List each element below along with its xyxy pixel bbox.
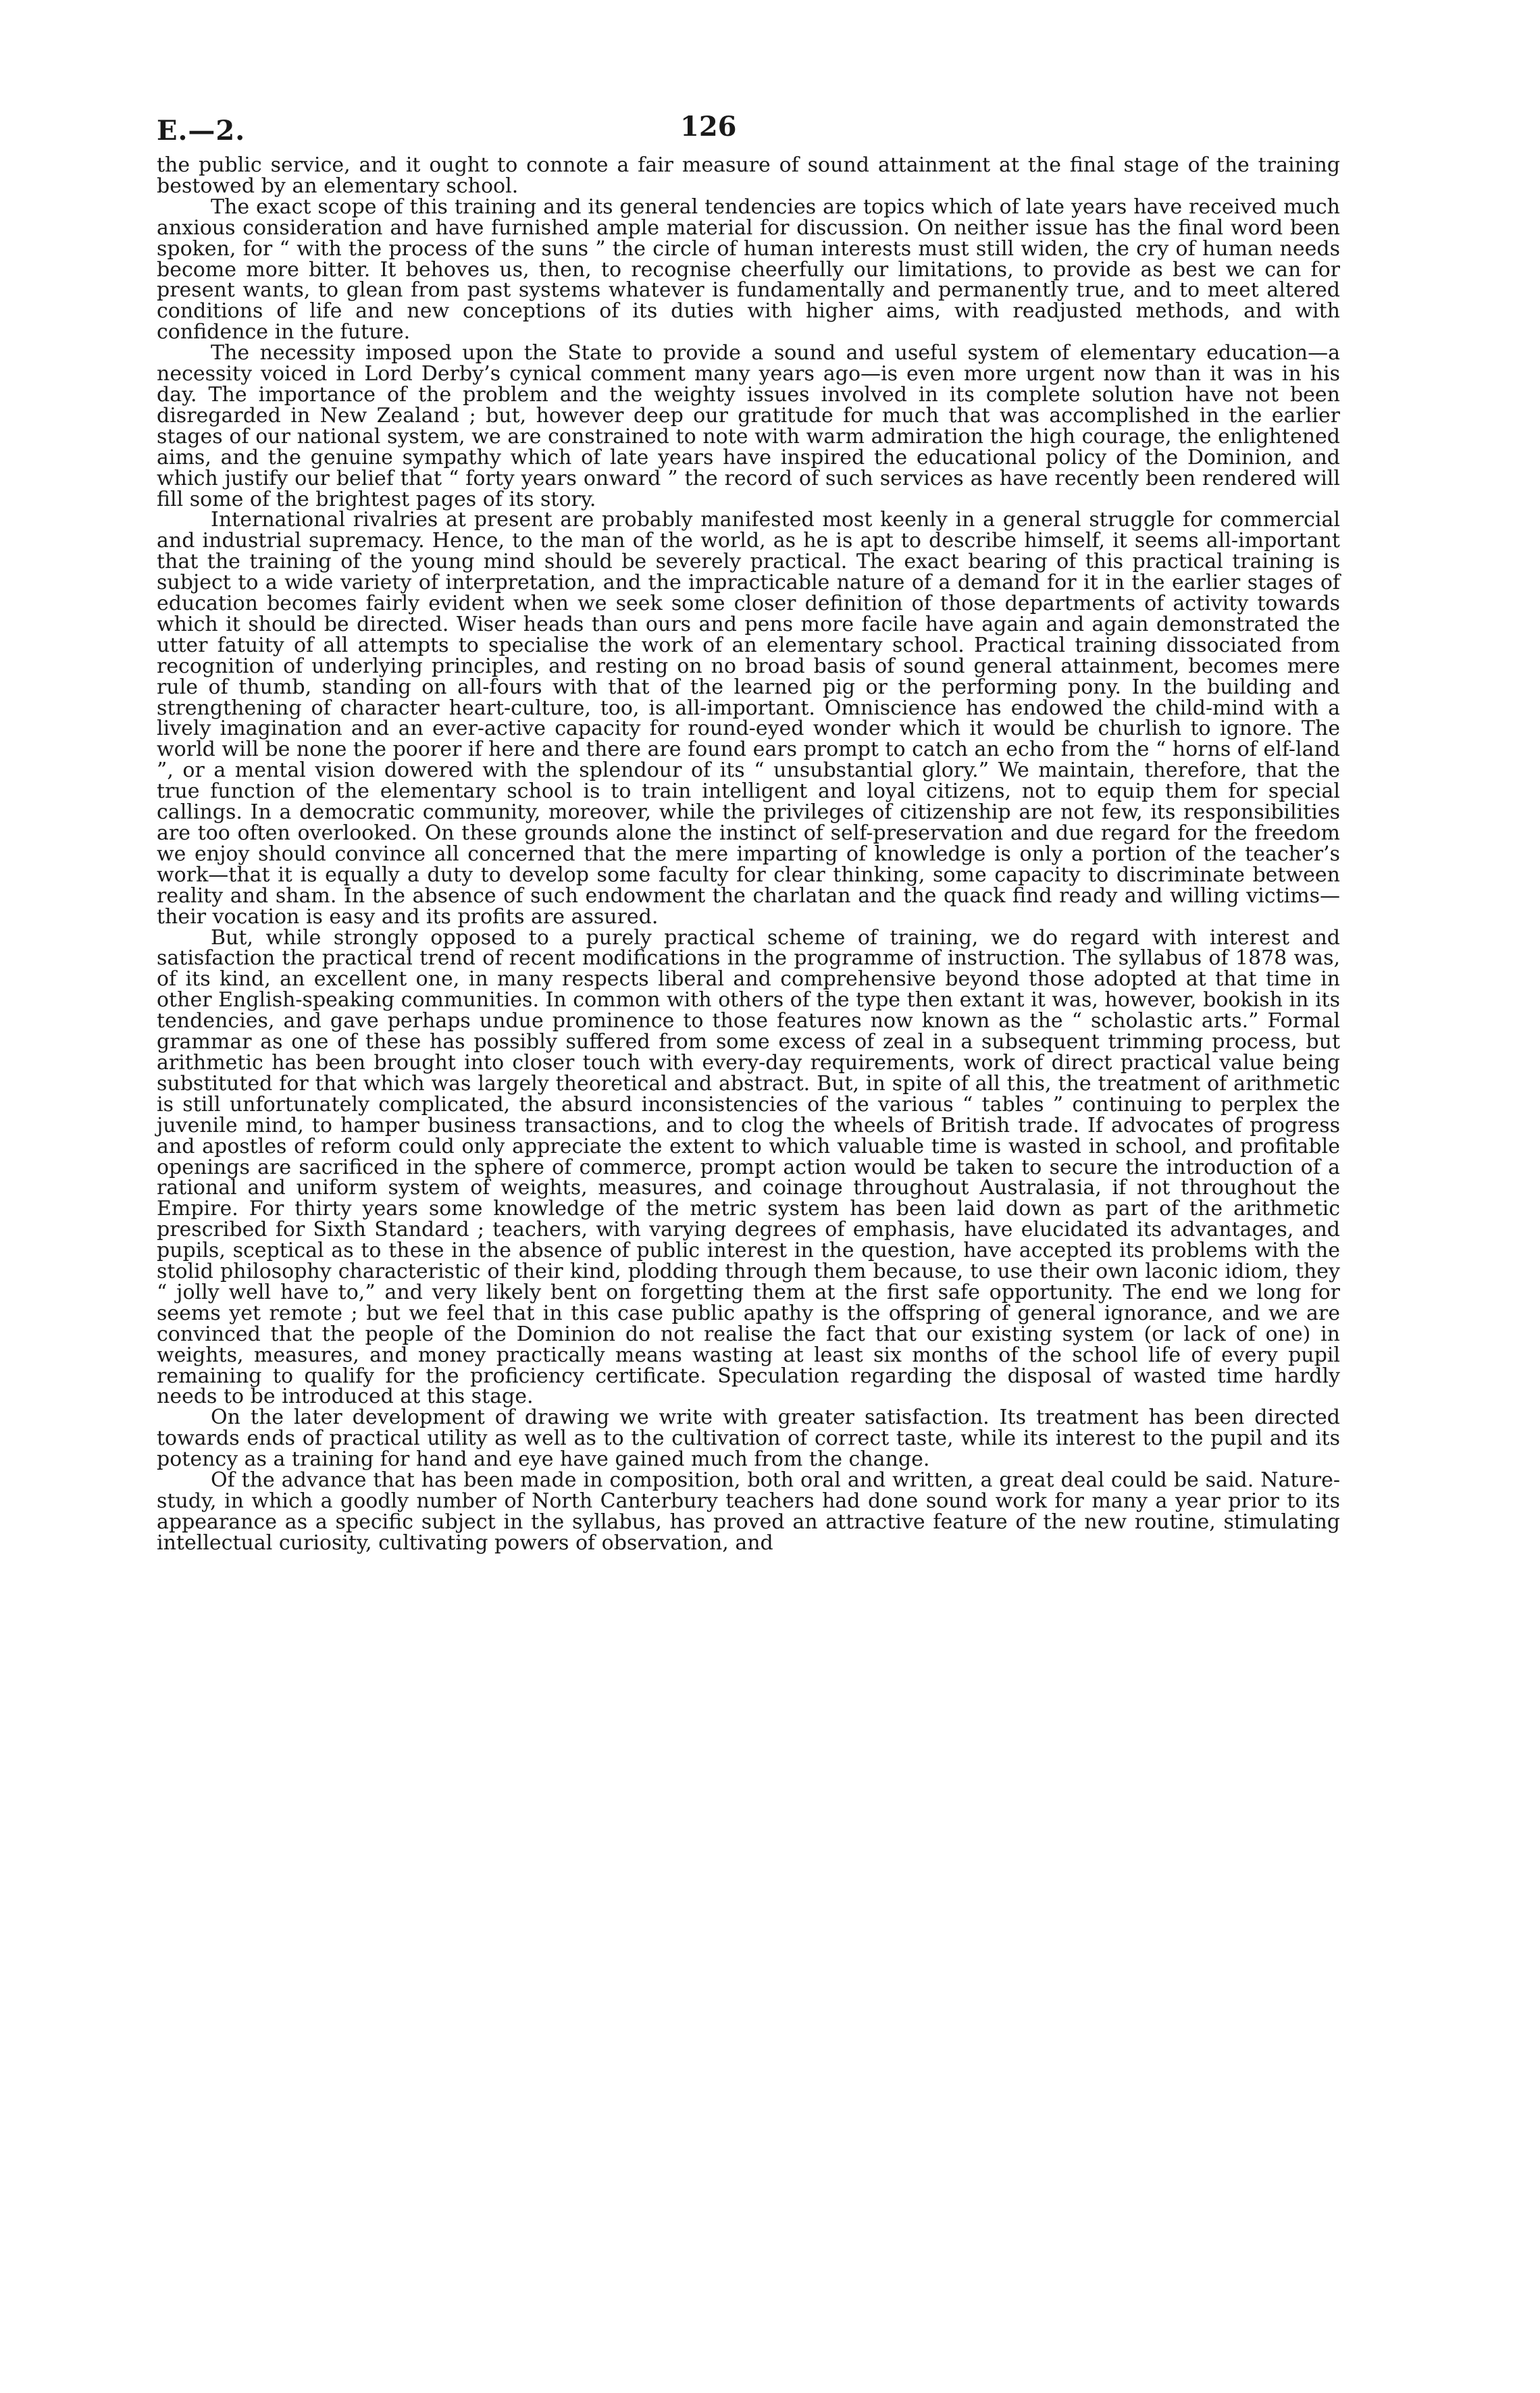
page-number: 126 xyxy=(680,111,737,143)
paragraph-composition: Of the advance that has been made in composition, both oral and written, a great deal could be said. Nature-study, in which a goodly number of North Canterbury teachers had done sound work for many a year prior to its appearance as a specific subject in the syllabus, has proved an attractive feature of the new routine, stimulating intellectual curiosity, cultivating powers of observation, and xyxy=(157,1468,1340,1555)
paragraph-drawing: On the later development of drawing we write with greater satisfaction. Its treatment has been directed towards ends of practical utility as well as to the cultivation of correct taste, while its interest to the pupil and its potency as a training for hand and eye have gained much from the change. xyxy=(157,1406,1340,1472)
document-code: E.—2. xyxy=(157,115,246,147)
paragraph-state-necessity: The necessity imposed upon the State to provide a sound and useful system of elementary education—a necessity voiced in Lord Derby’s cynical comment many years ago—is even more urgent now than it was in his day. The importance of the problem and the weighty issues involved in its complete solution have not been disregarded in New Zealand ; but, however deep our gratitude for much that was accomplished in the earlier stages of our national system, we are constrained to note with warm admiration the high courage, the enlightened aims, and the genuine sympathy which of late years have inspired the educational policy of the Dominion, and which justify our belief that “ forty years onward ” the record of such services as have recently been rendered will fill some of the brightest pages of its story. xyxy=(157,341,1340,511)
paragraph-training-scope: The exact scope of this training and its general tendencies are topics which of late years have received much anxious consideration and have furnished ample material for discussion. On neither issue has the final word been spoken, for “ with the process of the suns ” the circle of human interests must still widen, the cry of human needs become more bitter. It behoves us, then, to recognise cheerfully our limitations, to provide as best we can for present wants, to glean from past systems whatever is fundamentally and permanently true, and to meet altered conditions of life and new conceptions of its duties with higher aims, with readjusted methods, and with confidence in the future. xyxy=(157,195,1340,344)
paragraph-international-rivalries: International rivalries at present are probably manifested most keenly in a general struggle for commercial and industrial supremacy. Hence, to the man of the world, as he is apt to describe himself, it seems all-important that the training of the young mind should be severely practical. The exact bearing of this practical training is subject to a wide variety of interpretation, and the impracticable nature of a demand for it in the earlier stages of education becomes fairly evident when we seek some closer definition of those departments of activity towards which it should be directed. Wiser heads than ours and pens more facile have again and again demonstrated the utter fatuity of all attempts to specialise the work of an elementary school. Practical training dissociated from recognition of underlying principles, and resting on no broad basis of sound general attainment, becomes mere rule of thumb, standing on all-fours with that of the learned pig or the performing pony. In the building and strengthening of character heart-culture, too, is all-important. Omniscience has endowed the child-mind with a lively imagination and an ever-active capacity for round-eyed wonder which it would be churlish to ignore. The world will be none the poorer if here and there are found ears prompt to catch an echo from the “ horns of elf-land ”, or a mental vision dowered with the splendour of its “ unsubstantial glory.” We maintain, therefore, that the true function of the elementary school is to train intelligent and loyal citizens, not to equip them for special callings. In a democratic community, moreover, while the privileges of citizenship are not few, its responsibilities are too often overlooked. On these grounds alone the instinct of self-preservation and due regard for the freedom we enjoy should convince all concerned that the mere imparting of knowledge is only a portion of the teacher’s work—that it is equally a duty to develop some faculty for clear thinking, some capacity to discriminate between reality and sham. In the absence of such endowment the charlatan and the quack find ready and willing victims—their vocation is easy and its profits are assured. xyxy=(157,508,1340,929)
body-text xyxy=(157,155,1340,1554)
page-header xyxy=(157,101,1340,149)
paragraph-practical-trend: But, while strongly opposed to a purely practical scheme of training, we do regard with interest and satisfaction the practical trend of recent modifications in the programme of instruction. The syllabus of 1878 was, of its kind, an excellent one, in many respects liberal and comprehensive beyond those adopted at that time in other English-speaking communities. In common with others of the type then extant it was, however, bookish in its tendencies, and gave perhaps undue prominence to those features now known as the “ scholastic arts.” Formal grammar as one of these has possibly suffered from some excess of zeal in a subsequent trimming process, but arithmetic has been brought into closer touch with every-day requirements, work of direct practical value being substituted for that which was largely theoretical and abstract. But, in spite of all this, the treatment of arithmetic is still unfortunately complicated, the absurd inconsistencies of the various “ tables ” continuing to perplex the juvenile mind, to hamper business transactions, and to clog the wheels of British trade. If advocates of progress and apostles of reform could only appreciate the extent to which valuable time is wasted in school, and profitable openings are sacrificed in the sphere of commerce, prompt action would be taken to secure the introduction of a rational and uniform system of weights, measures, and coinage throughout Australasia, if not throughout the Empire. For thirty years some knowledge of the metric system has been laid down as part of the arithmetic prescribed for Sixth Standard ; teachers, with varying degrees of emphasis, have elucidated its advantages, and pupils, sceptical as to these in the absence of public interest in the question, have accepted its problems with the stolid philosophy characteristic of their kind, plodding through them because, to use their own laconic idiom, they “ jolly well have to,” and very likely bent on forgetting them at the first safe opportunity. The end we long for seems yet remote ; but we feel that in this case public apathy is the offspring of general ignorance, and we are convinced that the people of the Dominion do not realise the fact that our existing system (or lack of one) in weights, measures, and money practically means wasting at least six months of the school life of every pupil remaining to qualify for the proficiency certificate. Speculation regarding the disposal of wasted time hardly needs to be introduced at this stage. xyxy=(157,925,1340,1409)
document-page xyxy=(157,101,1340,2330)
paragraph-continuation: the public service, and it ought to connote a fair measure of sound attainment at the final stage of the training bestowed by an elementary school. xyxy=(157,153,1340,198)
